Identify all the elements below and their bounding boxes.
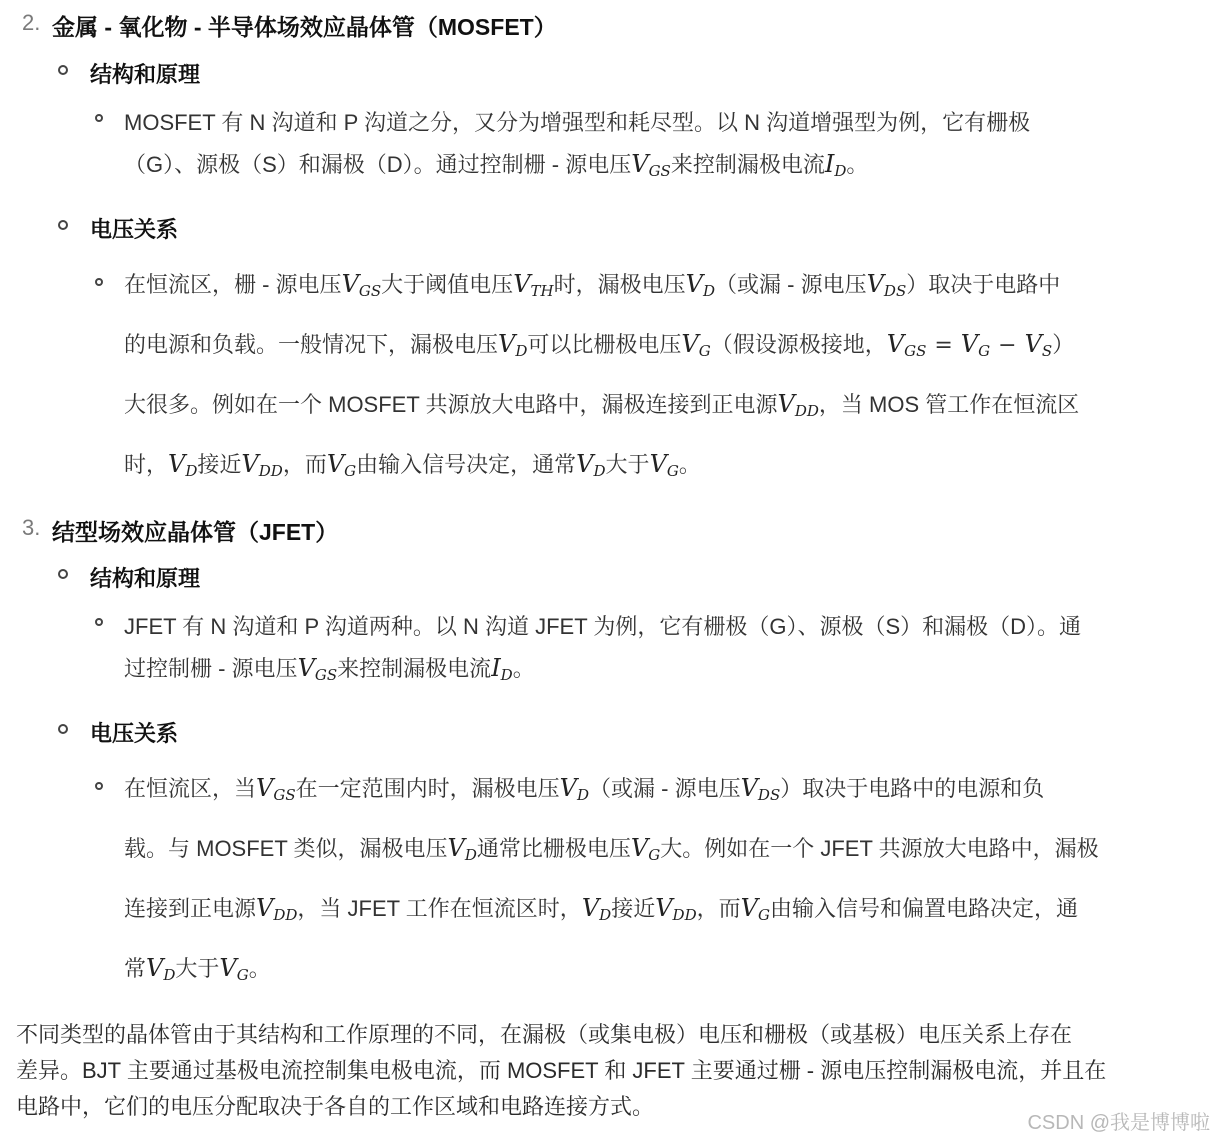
subheading-voltage-jfet: 电压关系 bbox=[90, 721, 179, 746]
math-vd: $V_D$ bbox=[559, 774, 590, 804]
bullet-icon bbox=[58, 220, 68, 230]
watermark: CSDN @我是博博啦 bbox=[1027, 1112, 1210, 1134]
math-vgs: $V_{GS}$ bbox=[341, 270, 382, 300]
math-vgs: $V_{GS}$ bbox=[886, 330, 927, 360]
math-vg: $V_G$ bbox=[681, 330, 711, 360]
bullet-icon bbox=[58, 724, 68, 734]
list-number-3: 3. bbox=[22, 515, 41, 540]
subheading-voltage-mosfet: 电压关系 bbox=[90, 217, 179, 242]
jfet-structure-line-1: JFET 有 N 沟道和 P 沟道两种。以 N 沟道 JFET 为例，它有栅极（G）、源极（S）和漏极（D）。通 bbox=[124, 614, 1082, 639]
math-vg: $V_G$ bbox=[630, 834, 661, 864]
bullet-icon bbox=[95, 618, 103, 626]
bullet-icon bbox=[95, 278, 103, 286]
jfet-voltage-line-2: 载。与 MOSFET 类似，漏极电压$V_D$通常比栅极电压$V_G$大。例如在一个 JFET 共源放大电路中，漏极 bbox=[124, 834, 1099, 864]
math-vdd: $V_{DD}$ bbox=[241, 450, 283, 480]
math-vg: $V_G$ bbox=[219, 954, 249, 984]
bullet-icon bbox=[58, 65, 68, 75]
math-id: $I_D$ bbox=[824, 150, 847, 180]
bullet-icon bbox=[58, 569, 68, 579]
mosfet-voltage-line-4: 时，$V_D$接近$V_{DD}$，而$V_G$由输入信号决定，通常$V_D$大于$V_G$。 bbox=[124, 450, 701, 480]
math-vd: $V_D$ bbox=[581, 894, 612, 924]
text: 来控制漏极电流 bbox=[670, 152, 825, 177]
math-vgs: $V_{GS}$ bbox=[297, 654, 338, 684]
math-vd: $V_D$ bbox=[498, 330, 528, 360]
text: 。 bbox=[846, 152, 869, 177]
math-vd: $V_D$ bbox=[685, 270, 716, 300]
mosfet-voltage-line-1: 在恒流区，栅 - 源电压$V_{GS}$大于阈值电压$V_{TH}$时，漏极电压$V_D$（或漏 - 源电压$V_{DS}$）取决于电路中 bbox=[124, 270, 1061, 300]
section-title-jfet: 结型场效应晶体管（JFET） bbox=[52, 519, 339, 545]
math-vd: $V_D$ bbox=[576, 450, 606, 480]
math-vd: $V_D$ bbox=[447, 834, 477, 864]
summary-line-2: 差异。BJT 主要通过基极电流控制集电极电流，而 MOSFET 和 JFET 主要通过栅 - 源电压控制漏极电流，并且在 bbox=[16, 1058, 1107, 1083]
bullet-icon bbox=[95, 782, 103, 790]
math-vgs: $V_{GS}$ bbox=[631, 150, 671, 180]
math-id: $I_D$ bbox=[491, 654, 513, 684]
summary-line-3: 电路中，它们的电压分配取决于各自的工作区域和电路连接方式。 bbox=[16, 1094, 655, 1119]
math-vds: $V_{DS}$ bbox=[740, 774, 781, 804]
jfet-voltage-line-4: 常$V_D$大于$V_G$。 bbox=[124, 954, 271, 984]
text: （G）、源极（S）和漏极（D）。通过控制栅 - 源电压 bbox=[124, 152, 632, 177]
math-vs: $V_S$ bbox=[1024, 330, 1053, 360]
math-vg: $V_G$ bbox=[960, 330, 991, 360]
math-vg: $V_G$ bbox=[740, 894, 770, 924]
mosfet-structure-line-1: MOSFET 有 N 沟道和 P 沟道之分，又分为增强型和耗尽型。以 N 沟道增强型为例，它有栅极 bbox=[124, 110, 1031, 135]
math-vd: $V_D$ bbox=[168, 450, 198, 480]
math-vdd: $V_{DD}$ bbox=[655, 894, 697, 924]
list-number-2: 2. bbox=[22, 10, 41, 35]
math-vg: $V_G$ bbox=[326, 450, 357, 480]
summary-line-1: 不同类型的晶体管由于其结构和工作原理的不同，在漏极（或集电极）电压和栅极（或基极）电压关系上存在 bbox=[16, 1022, 1073, 1047]
subheading-structure-mosfet: 结构和原理 bbox=[90, 62, 201, 87]
subheading-structure-jfet: 结构和原理 bbox=[90, 566, 201, 591]
mosfet-structure-line-2 bbox=[124, 148, 868, 180]
math-vds: $V_{DS}$ bbox=[866, 270, 907, 300]
math-vd: $V_D$ bbox=[146, 954, 176, 984]
jfet-voltage-line-3: 连接到正电源$V_{DD}$，当 JFET 工作在恒流区时，$V_D$接近$V_{DD}$，而$V_G$由输入信号和偏置电路决定，通 bbox=[124, 894, 1078, 924]
math-vg: $V_G$ bbox=[649, 450, 679, 480]
math-vth: $V_{TH}$ bbox=[513, 270, 554, 300]
mosfet-voltage-line-2: 的电源和负载。一般情况下，漏极电压$V_D$可以比栅极电压$V_G$（假设源极接地，$V_{GS} = V_G - V_S$） bbox=[124, 330, 1075, 360]
jfet-voltage-line-1: 在恒流区，当$V_{GS}$在一定范围内时，漏极电压$V_D$（或漏 - 源电压$V_{DS}$）取决于电路中的电源和负 bbox=[124, 774, 1045, 804]
math-vdd: $V_{DD}$ bbox=[777, 390, 819, 420]
section-title-mosfet: 金属 - 氧化物 - 半导体场效应晶体管（MOSFET） bbox=[52, 14, 557, 40]
math-vdd: $V_{DD}$ bbox=[256, 894, 298, 924]
bullet-icon bbox=[95, 114, 103, 122]
math-vgs: $V_{GS}$ bbox=[256, 774, 296, 804]
jfet-structure-line-2: 过控制栅 - 源电压$V_{GS}$来控制漏极电流$I_D$。 bbox=[124, 654, 535, 684]
mosfet-voltage-line-3: 大很多。例如在一个 MOSFET 共源放大电路中，漏极连接到正电源$V_{DD}$，当 MOS 管工作在恒流区 bbox=[124, 390, 1080, 420]
